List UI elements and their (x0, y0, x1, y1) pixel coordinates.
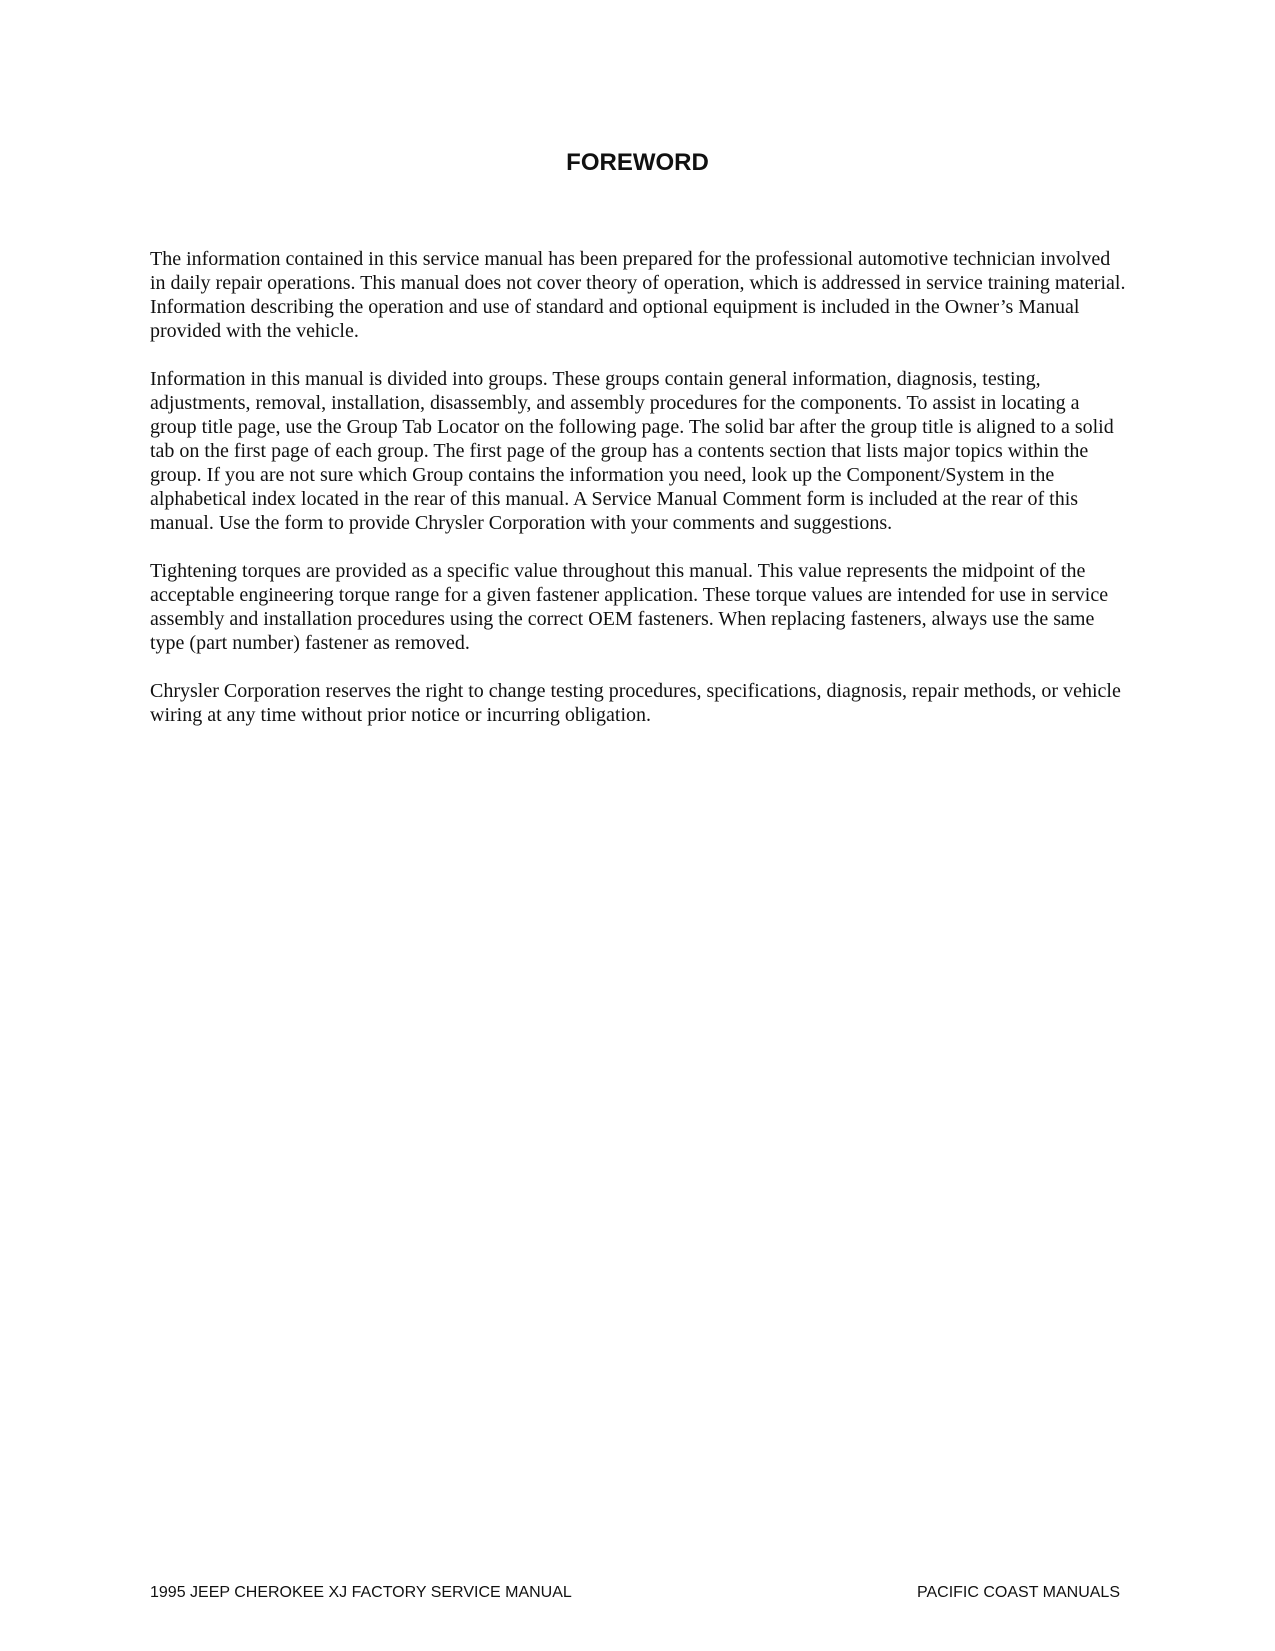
paragraph-groups: Information in this manual is divided into groups. These groups contain general information, diagnosis, testing, adjustments, removal, installation, disassembly, and assembly procedures for the components. To assist in locating a group title page, use the Group Tab Locator on the following page. The solid bar after the group title is aligned to a solid tab on the first page of each group. The first page of the group has a contents section that lists major topics within the group. If you are not sure which Group contains the information you need, look up the Component/System in the alphabetical index located in the rear of this manual. A Service Manual Comment form is included at the rear of this manual. Use the form to provide Chrysler Corporation with your comments and suggestions. (150, 368, 1114, 534)
page-title: FOREWORD (566, 149, 709, 176)
footer-publisher: PACIFIC COAST MANUALS (917, 1584, 1120, 1601)
foreword-body (150, 247, 1130, 751)
paragraph-rights: Chrysler Corporation reserves the right to change testing procedures, specifications, diagnosis, repair methods, or vehicle wiring at any time without prior notice or incurring obligation. (150, 680, 1121, 726)
paragraph-torques: Tightening torques are provided as a specific value throughout this manual. This value represents the midpoint of the acceptable engineering torque range for a given fastener application. These torque values are intended for use in service assembly and installation procedures using the correct OEM fasteners. When replacing fasteners, always use the same type (part number) fastener as removed. (150, 560, 1109, 654)
paragraph-intro: The information contained in this service manual has been prepared for the professional automotive technician involved in daily repair operations. This manual does not cover theory of operation, which is addressed in service training material. Information describing the operation and use of standard and optional equipment is included in the Owner’s Manual provided with the vehicle. (150, 248, 1126, 342)
footer-manual-title: 1995 JEEP CHEROKEE XJ FACTORY SERVICE MANUAL (150, 1584, 572, 1601)
